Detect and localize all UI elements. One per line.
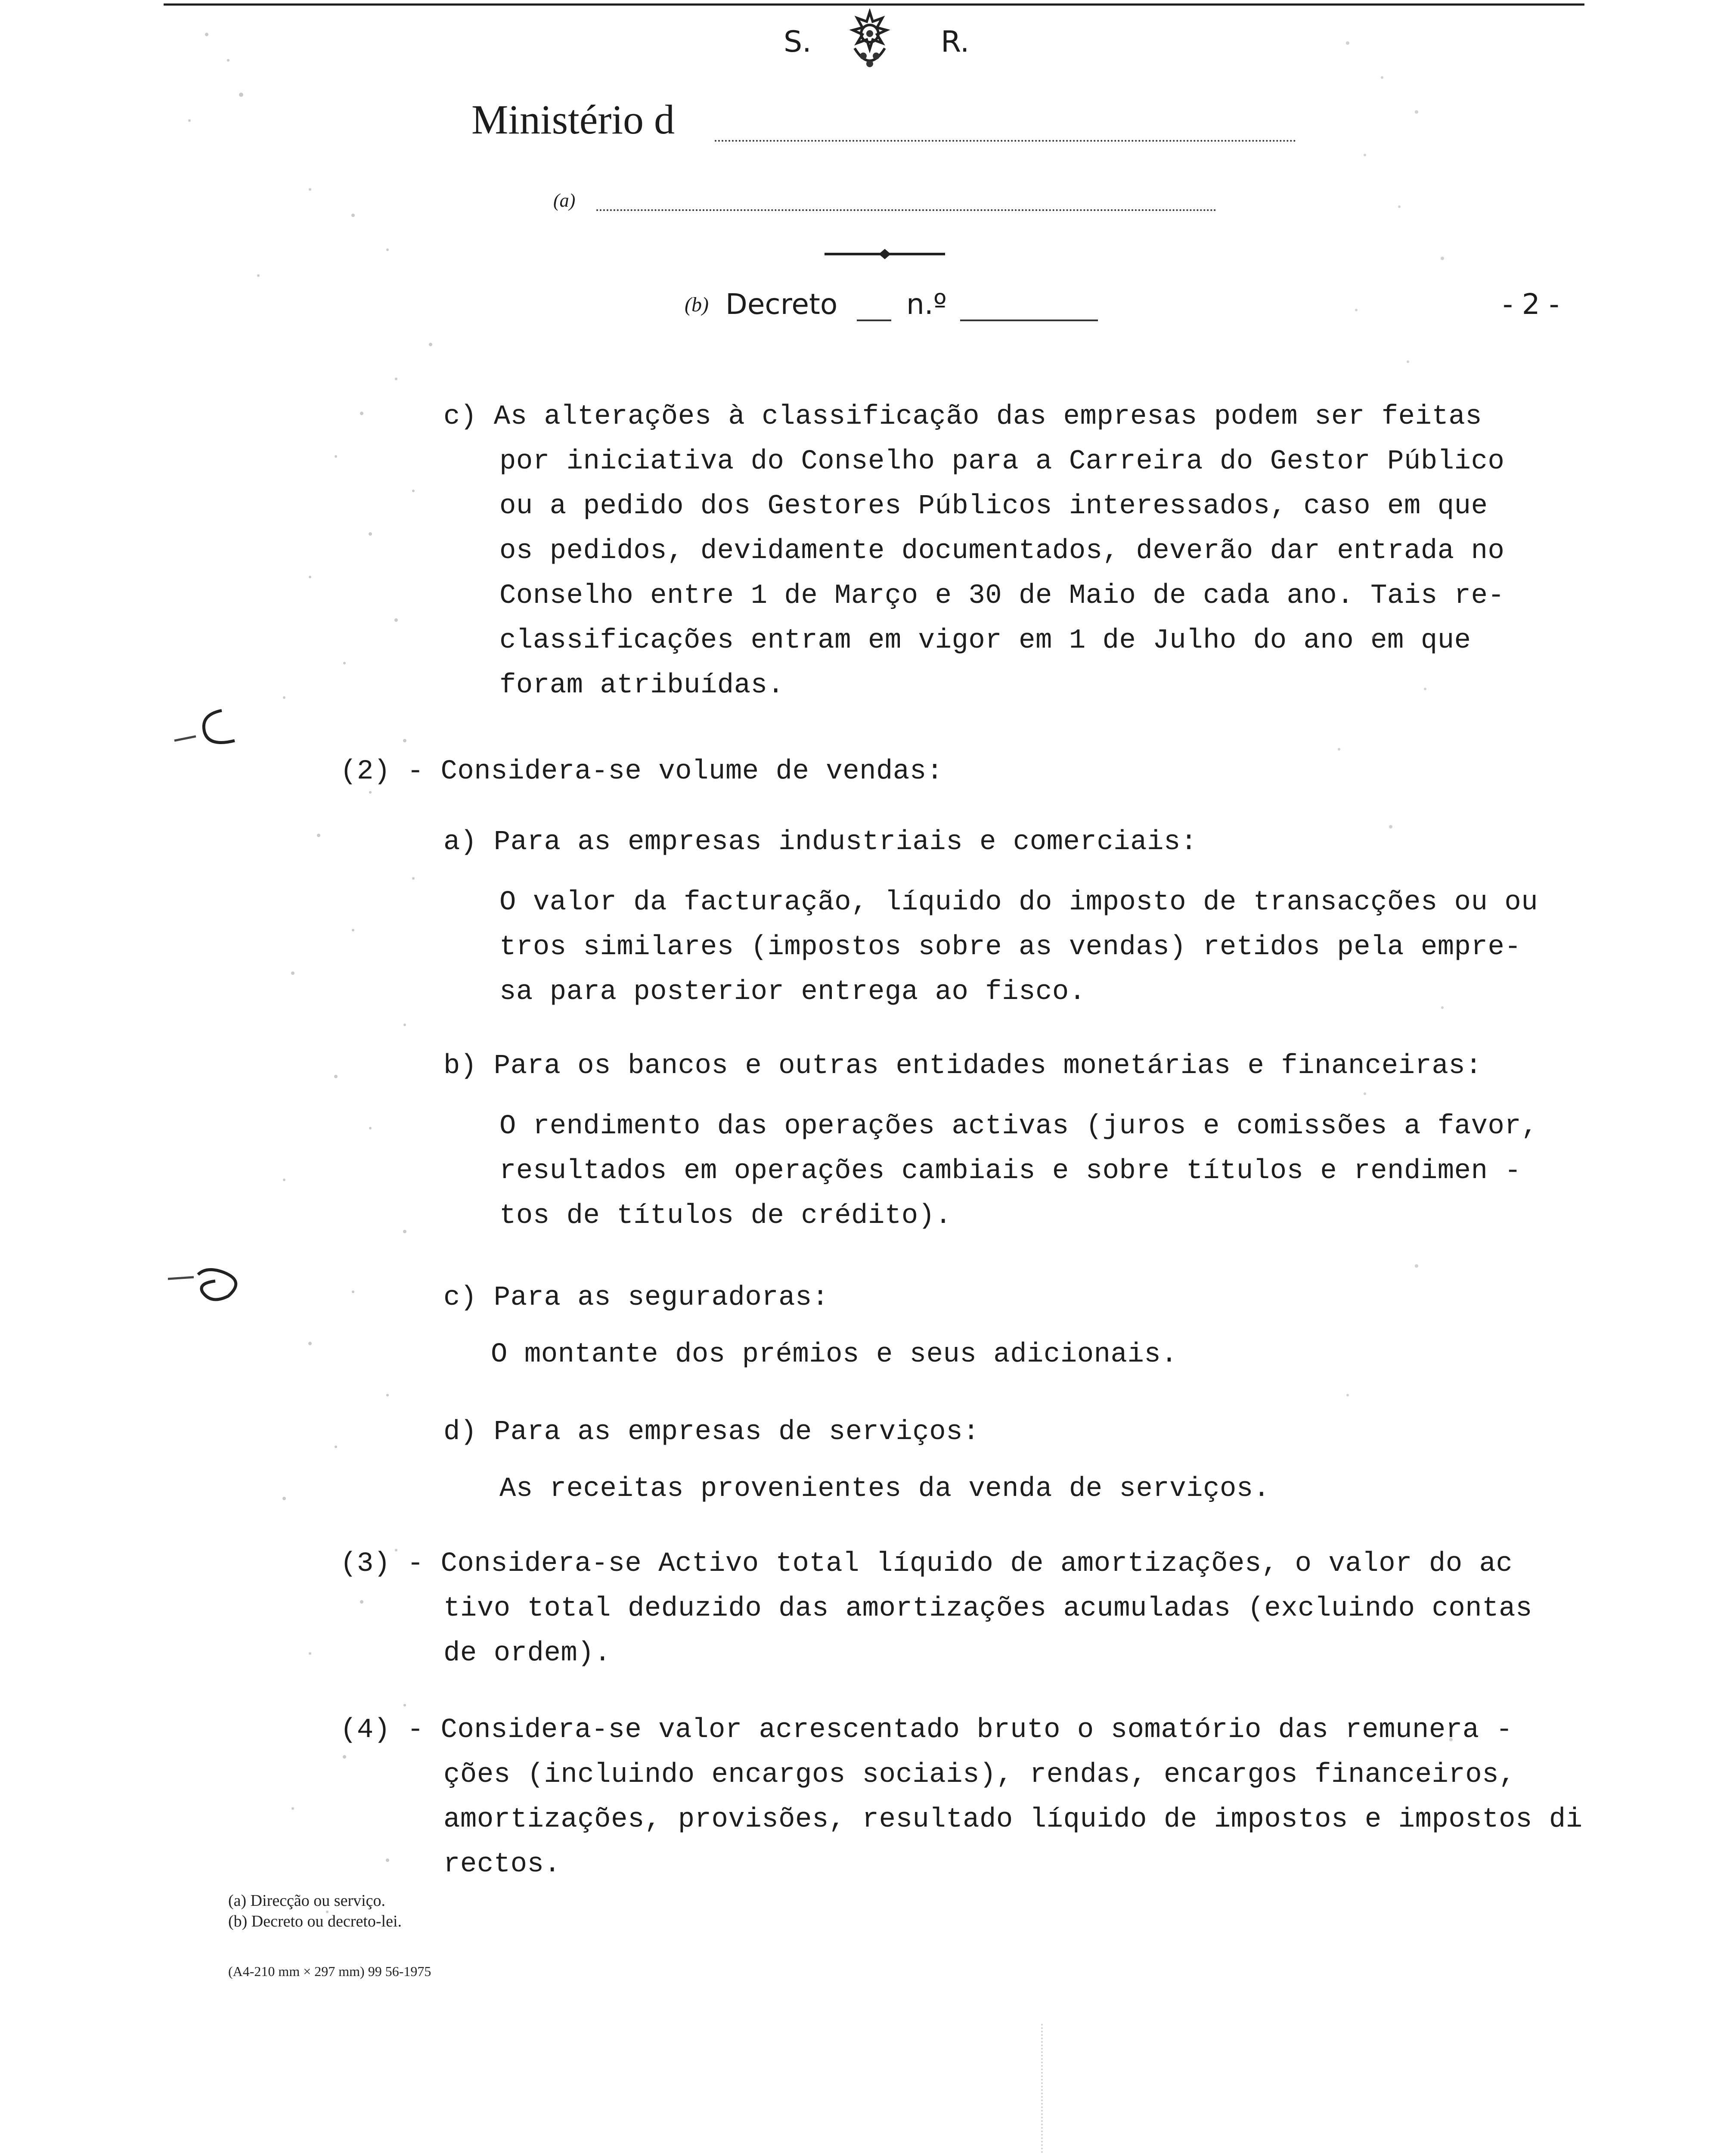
direction-marker: (a) bbox=[553, 190, 576, 211]
decree-number-label: n.º bbox=[906, 288, 947, 321]
body-line: resultados em operações cambiais e sobre títulos e rendimen - bbox=[499, 1156, 1522, 1187]
body-line: a) Para as empresas industriais e comerciais: bbox=[443, 827, 1197, 858]
body-line: Conselho entre 1 de Março e 30 de Maio de cada ano. Tais re- bbox=[499, 580, 1505, 611]
body-line: As receitas provenientes da venda de serviços. bbox=[499, 1474, 1270, 1505]
body-line: de ordem). bbox=[443, 1638, 611, 1669]
body-line: amortizações, provisões, resultado líquido de impostos e impostos di bbox=[443, 1804, 1583, 1835]
body-line: ções (incluindo encargos sociais), rendas, encargos financeiros, bbox=[443, 1759, 1516, 1790]
body-line: por iniciativa do Conselho para a Carreira do Gestor Público bbox=[499, 446, 1505, 477]
ornament-divider bbox=[825, 245, 945, 263]
direction-fill-line bbox=[596, 209, 1216, 211]
body-line: (3) - Considera-se Activo total líquido de amortizações, o valor do ac bbox=[340, 1548, 1513, 1579]
body-line: d) Para as empresas de serviços: bbox=[443, 1417, 980, 1448]
footnote-decree: (b) Decreto ou decreto-lei. bbox=[228, 1912, 402, 1930]
body-line: O rendimento das operações activas (juros e comissões a favor, bbox=[499, 1111, 1538, 1142]
body-line: tivo total deduzido das amortizações acumuladas (excluindo contas bbox=[443, 1593, 1532, 1624]
ministry-label: Ministério d bbox=[471, 96, 675, 143]
body-line: foram atribuídas. bbox=[499, 670, 784, 701]
fold-line bbox=[1041, 2024, 1045, 2153]
decree-label: Decreto bbox=[725, 288, 838, 321]
body-line: rectos. bbox=[443, 1849, 561, 1880]
punch-hole-mark bbox=[170, 706, 248, 754]
ministry-fill-line bbox=[715, 140, 1296, 142]
decree-type-marker: (b) bbox=[685, 293, 709, 316]
punch-hole-mark bbox=[168, 1262, 263, 1309]
header-s-letter: S. bbox=[784, 25, 812, 59]
decree-number-blank bbox=[960, 320, 1098, 321]
body-line: (2) - Considera-se volume de vendas: bbox=[340, 756, 943, 787]
body-line: classificações entram em vigor em 1 de Julho do ano em que bbox=[499, 625, 1471, 656]
body-line: c) As alterações à classificação das empresas podem ser feitas bbox=[443, 401, 1482, 432]
body-line: os pedidos, devidamente documentados, deverão dar entrada no bbox=[499, 536, 1505, 567]
coat-of-arms-emblem bbox=[837, 9, 902, 75]
body-line: sa para posterior entrega ao fisco. bbox=[499, 977, 1086, 1008]
form-reference: (A4-210 mm × 297 mm) 99 56-1975 bbox=[228, 1964, 431, 1979]
body-line: tos de títulos de crédito). bbox=[499, 1201, 952, 1232]
page-number: - 2 - bbox=[1503, 288, 1559, 321]
header-r-letter: R. bbox=[941, 25, 970, 59]
body-line: ou a pedido dos Gestores Públicos interessados, caso em que bbox=[499, 491, 1488, 522]
footnote-direction: (a) Direcção ou serviço. bbox=[228, 1892, 386, 1910]
body-line: (4) - Considera-se valor acrescentado bruto o somatório das remunera - bbox=[340, 1715, 1513, 1746]
body-line: O montante dos prémios e seus adicionais. bbox=[491, 1339, 1178, 1370]
body-line: tros similares (impostos sobre as vendas) retidos pela empre- bbox=[499, 932, 1522, 963]
top-border-line bbox=[164, 3, 1584, 6]
body-line: c) Para as seguradoras: bbox=[443, 1282, 829, 1313]
scan-noise-right bbox=[1313, 17, 1615, 1912]
decree-type-blank bbox=[857, 320, 891, 321]
body-line: b) Para os bancos e outras entidades monetárias e financeiras: bbox=[443, 1051, 1482, 1082]
body-line: O valor da facturação, líquido do imposto de transacções ou ou bbox=[499, 887, 1538, 918]
